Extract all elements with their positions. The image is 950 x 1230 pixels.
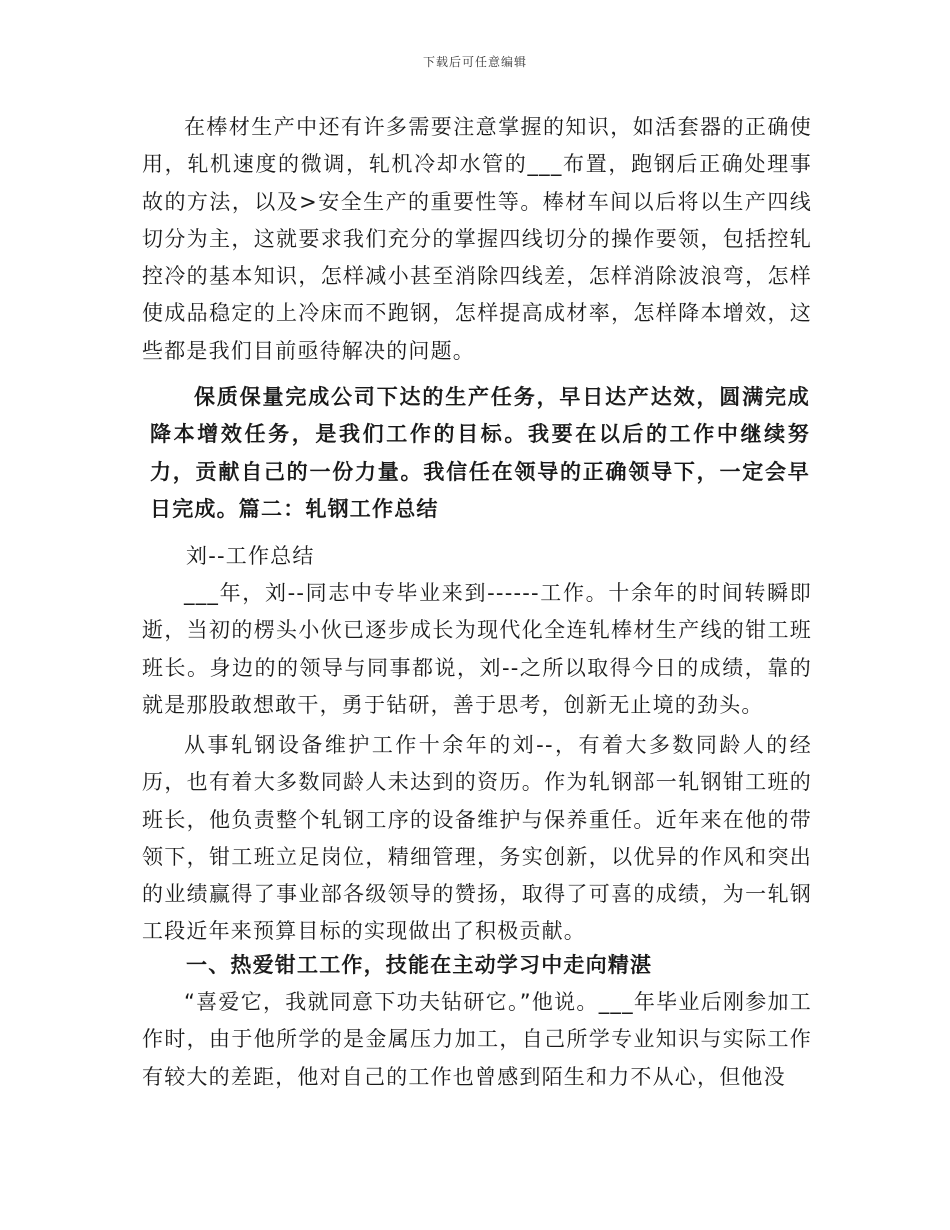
paragraph-production-knowledge: 在棒材生产中还有许多需要注意掌握的知识，如活套器的正确使用，轧机速度的微调，轧机冷却水管的___布置，跑钢后正确处理事故的方法，以及>安全生产的重要性等。棒材车间以后将以生产四线切分为主，这就要求我们充分的掌握四线切分的操作要领，包括控轧控冷的基本知识，怎样减小甚至消除四线差，怎样消除波浪弯，怎样使成品稳定的上冷床而不跑钢，怎样提高成材率，怎样降本增效，这些都是我们目前亟待解决的问题。 [142, 115, 812, 363]
paragraph-career-intro: ___年，刘--同志中专毕业来到------工作。十余年的时间转瞬即逝，当初的楞头小伙已逐步成长为现代化全连轧棒材生产线的钳工班班长。身边的的领导与同事都说，刘--之所以取得今日的成绩，靠的就是那股敢想敢干，勇于钻研，善于思考，创新无止境的劲头。 [142, 581, 812, 717]
subtitle-work-summary: 刘--工作总结 [186, 544, 315, 568]
paragraph-equipment-maintenance: 从事轧钢设备维护工作十余年的刘--，有着大多数同龄人的经历，也有着大多数同龄人未达到的资历。作为轧钢部一轧钢钳工班的班长，他负责整个轧钢工序的设备维护与保养重任。近年来在他的带领下，钳工班立足岗位，精细管理，务实创新，以优异的作风和突出的业绩赢得了事业部各级领导的赞扬，取得了可喜的成绩，为一轧钢工段近年来预算目标的实现做出了积极贡献。 [142, 733, 812, 944]
paragraph-love-for-work: “喜爱它，我就同意下功夫钻研它。”他说。___年毕业后刚参加工作时，由于他所学的是金属压力加工，自己所学专业知识与实际工作有较大的差距，他对自己的工作也曾感到陌生和力不从心，但他没 [142, 990, 812, 1089]
paragraph-goal-bold: 保质保量完成公司下达的生产任务，早日达产达效，圆满完成降本增效任务，是我们工作的目标。我要在以后的工作中继续努力，贡献自己的一份力量。我信任在领导的正确领导下，一定会早日完成。篇二：轧钢工作总结 [150, 385, 810, 521]
page-header: 下载后可任意编辑 [422, 55, 527, 69]
section-heading-fitter-work: 一、热爱钳工工作，技能在主动学习中走向精湛 [186, 953, 653, 977]
